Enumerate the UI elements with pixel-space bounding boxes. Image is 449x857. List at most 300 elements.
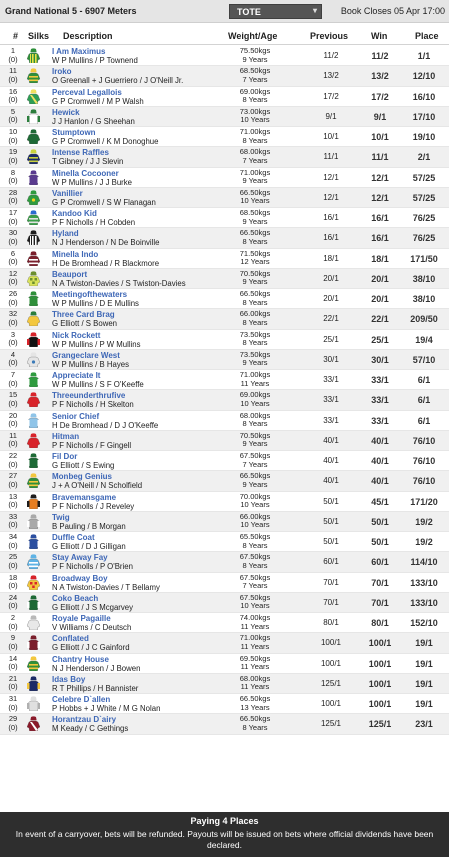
- runner-row[interactable]: [0, 168, 449, 188]
- runner-number: [4, 614, 22, 631]
- runner-number: [4, 553, 22, 570]
- age: 9 Years: [242, 176, 268, 185]
- runner-num: 31: [8, 694, 18, 703]
- runner-number: [4, 351, 22, 368]
- place-odds[interactable]: 19/1: [415, 678, 433, 689]
- win-odds[interactable]: 50/1: [371, 516, 389, 527]
- runner-row[interactable]: [0, 350, 449, 370]
- place-odds[interactable]: 19/1: [415, 638, 433, 649]
- weight: 66.00kgs: [239, 309, 271, 319]
- win-odds[interactable]: 100/1: [368, 678, 392, 689]
- table-header: [0, 28, 449, 45]
- runner-number: [4, 67, 22, 84]
- runner-draw: (0): [8, 641, 18, 651]
- horse-name[interactable]: Vanillier: [52, 188, 83, 198]
- weight-age: [226, 715, 284, 732]
- runner-num: 9: [10, 633, 16, 643]
- trainer-jockey: W P Mullins / D E Mullins: [52, 299, 139, 308]
- win-odds[interactable]: 60/1: [371, 557, 389, 568]
- runner-number: [4, 209, 22, 226]
- runner-num: 8: [10, 167, 16, 177]
- horse-name[interactable]: Chantry House: [52, 654, 109, 664]
- runner-num: 1: [10, 46, 16, 55]
- age: 9 Years: [242, 479, 268, 489]
- age: 9 Years: [242, 216, 268, 226]
- horse-name[interactable]: I Am Maximus: [52, 47, 106, 56]
- runner-row[interactable]: [0, 694, 449, 714]
- runner-row[interactable]: [0, 552, 449, 572]
- weight: 69.00kgs: [239, 86, 271, 96]
- runner-num: 7: [10, 370, 16, 379]
- horse-name[interactable]: Broadway Boy: [52, 573, 108, 583]
- horse-name[interactable]: Idas Boy: [52, 674, 86, 684]
- weight: 75.50kgs: [239, 46, 271, 55]
- horse-name[interactable]: Minella Cocooner: [52, 168, 119, 178]
- trainer-jockey: G Elliott / J S Mcgarvey: [52, 602, 134, 612]
- horse-name[interactable]: Horantzau D`airy: [52, 715, 117, 725]
- runner-num: 19: [8, 147, 18, 157]
- weight: 65.50kgs: [239, 532, 271, 541]
- horse-name[interactable]: Meetingofthewaters: [52, 290, 128, 299]
- jockey-silk-icon: [27, 190, 40, 205]
- runner-draw: (0): [8, 277, 18, 287]
- age: 8 Years: [242, 560, 268, 570]
- runner-row[interactable]: [0, 613, 449, 633]
- runner-row[interactable]: [0, 208, 449, 228]
- place-odds[interactable]: 16/10: [412, 91, 436, 102]
- previous-odds: 33/1: [323, 395, 339, 405]
- place-odds[interactable]: 76/10: [412, 476, 436, 487]
- runner-num: 25: [8, 552, 18, 562]
- previous-odds: 50/1: [323, 496, 339, 506]
- runner-row[interactable]: [0, 188, 449, 208]
- previous-odds: 25/1: [323, 334, 339, 344]
- place-odds[interactable]: 38/10: [412, 294, 436, 304]
- runner-number: [4, 290, 22, 307]
- trainer-jockey: G P Cromwell / K M Donoghue: [52, 137, 159, 146]
- runner-row[interactable]: [0, 593, 449, 613]
- runner-draw: (0): [8, 702, 18, 712]
- horse-name[interactable]: Hyland: [52, 229, 79, 239]
- place-odds[interactable]: 171/20: [410, 496, 438, 507]
- previous-odds: 40/1: [323, 435, 339, 445]
- win-odds[interactable]: 33/1: [371, 395, 389, 406]
- weight-age: [226, 432, 284, 449]
- weight-age: [226, 351, 284, 368]
- weight-age: [226, 614, 284, 631]
- horse-name[interactable]: Appreciate It: [52, 371, 101, 380]
- win-odds[interactable]: 12/1: [371, 172, 389, 183]
- runner-draw: (0): [8, 520, 18, 530]
- win-odds[interactable]: 30/1: [371, 354, 389, 365]
- runner-draw: (0): [8, 176, 18, 185]
- horse-name[interactable]: Threeunderthrufive: [52, 391, 126, 401]
- place-odds[interactable]: 19/2: [415, 516, 433, 527]
- runner-row[interactable]: [0, 411, 449, 431]
- place-odds[interactable]: 19/10: [412, 132, 436, 142]
- runner-draw: (0): [8, 358, 18, 368]
- age: 10 Years: [240, 196, 270, 206]
- trainer-jockey: G Elliott / J C Gainford: [52, 643, 130, 653]
- horse-name[interactable]: Three Card Brag: [52, 310, 115, 320]
- place-odds[interactable]: 76/25: [412, 233, 436, 244]
- place-odds[interactable]: 76/10: [412, 435, 436, 446]
- runner-row[interactable]: [0, 330, 449, 350]
- place-odds[interactable]: 19/1: [415, 699, 433, 709]
- jockey-silk-icon: [27, 89, 40, 104]
- runner-row[interactable]: [0, 451, 449, 471]
- place-odds[interactable]: 1/1: [417, 51, 431, 61]
- trainer-jockey: V Williams / C Deutsch: [52, 623, 132, 632]
- place-odds[interactable]: 209/50: [410, 314, 438, 325]
- horse-name[interactable]: Stumptown: [52, 128, 96, 137]
- weight: 67.50kgs: [239, 552, 271, 562]
- runner-draw: (0): [8, 317, 18, 327]
- place-odds[interactable]: 12/10: [412, 71, 436, 82]
- place-odds[interactable]: 133/10: [410, 577, 438, 588]
- previous-odds: 70/1: [323, 597, 339, 607]
- win-odds[interactable]: 11/1: [371, 152, 389, 163]
- runner-num: 2: [10, 613, 16, 622]
- weight: 66.00kgs: [239, 511, 271, 521]
- jockey-silk-icon: [27, 473, 40, 488]
- place-odds[interactable]: 19/4: [415, 334, 433, 345]
- runner-row[interactable]: [0, 633, 449, 653]
- weight: 66.50kgs: [239, 471, 271, 481]
- runner-row[interactable]: [0, 654, 449, 674]
- win-odds[interactable]: 80/1: [371, 618, 389, 628]
- bet-type-value: TOTE: [237, 7, 261, 17]
- win-odds[interactable]: 45/1: [371, 496, 389, 507]
- previous-odds: 70/1: [323, 577, 339, 587]
- weight: 71.00kgs: [239, 370, 271, 379]
- win-odds[interactable]: 12/1: [371, 192, 389, 203]
- age: 8 Years: [242, 338, 268, 347]
- place-odds[interactable]: 114/10: [410, 557, 438, 568]
- jockey-silk-icon: [27, 332, 40, 347]
- runner-num: 21: [8, 673, 18, 683]
- runner-number: [4, 533, 22, 550]
- trainer-jockey: G P Cromwell / S W Flanagan: [52, 197, 156, 207]
- previous-odds: 16/1: [323, 213, 339, 222]
- place-odds[interactable]: 17/10: [412, 111, 436, 122]
- win-odds[interactable]: 20/1: [371, 294, 389, 304]
- jockey-silk-icon: [27, 129, 40, 144]
- runner-num: 6: [10, 248, 16, 258]
- runner-number: [4, 310, 22, 327]
- weight-age: [226, 493, 284, 510]
- age: 8 Years: [242, 135, 268, 145]
- runner-draw: (0): [8, 257, 18, 266]
- horse-name[interactable]: Grangeclare West: [52, 350, 120, 360]
- runner-row[interactable]: [0, 714, 449, 734]
- runner-row[interactable]: [0, 107, 449, 127]
- runner-num: 22: [8, 451, 18, 460]
- trainer-jockey: P F Nicholls / F Gingell: [52, 440, 132, 450]
- age: 8 Years: [242, 317, 268, 327]
- runner-draw: (0): [8, 581, 18, 590]
- runner-number: [4, 432, 22, 449]
- trainer-jockey: G P Cromwell / M P Walsh: [52, 96, 144, 106]
- age: 8 Years: [242, 540, 268, 550]
- runner-num: 33: [8, 511, 18, 521]
- horse-name[interactable]: Beauport: [52, 269, 88, 279]
- horse-name[interactable]: Stay Away Fay: [52, 553, 108, 563]
- runner-draw: (0): [8, 378, 18, 388]
- win-odds[interactable]: 40/1: [371, 476, 389, 487]
- runner-row[interactable]: [0, 127, 449, 147]
- horse-name[interactable]: Royale Pagaille: [52, 614, 111, 623]
- horse-name[interactable]: Fil Dor: [52, 452, 78, 461]
- age: 8 Years: [242, 722, 268, 732]
- runner-row[interactable]: [0, 228, 449, 248]
- runner-number: [4, 715, 22, 732]
- weight: 73.50kgs: [239, 329, 271, 339]
- runner-row[interactable]: [0, 370, 449, 390]
- horse-name[interactable]: Senior Chief: [52, 411, 100, 421]
- previous-odds: 17/2: [323, 91, 339, 101]
- previous-odds: 10/1: [323, 132, 339, 141]
- horse-name[interactable]: Conflated: [52, 634, 89, 644]
- jockey-silk-icon: [27, 48, 40, 63]
- runner-row[interactable]: [0, 249, 449, 269]
- race-title: Grand National 5 - 6907 Meters: [5, 6, 137, 16]
- horse-name[interactable]: Bravemansgame: [52, 492, 117, 502]
- jockey-silk-icon: [27, 251, 40, 266]
- previous-odds: 18/1: [323, 253, 339, 263]
- runner-number: [4, 189, 22, 206]
- weight: 71.00kgs: [239, 127, 271, 136]
- place-odds[interactable]: 76/25: [412, 213, 436, 223]
- win-odds[interactable]: 16/1: [371, 213, 389, 223]
- race-header-bar: [0, 0, 449, 23]
- runner-row[interactable]: [0, 471, 449, 491]
- trainer-jockey: M Keady / C Gethings: [52, 724, 129, 734]
- trainer-jockey: W P Mullins / B Hayes: [52, 359, 129, 369]
- weight: 70.50kgs: [239, 268, 271, 278]
- weight: 68.00kgs: [239, 147, 271, 157]
- previous-odds: 40/1: [323, 476, 339, 486]
- previous-odds: 20/1: [323, 273, 339, 283]
- win-odds[interactable]: 25/1: [371, 334, 389, 345]
- weight-age: [226, 88, 284, 105]
- runner-number: [4, 169, 22, 186]
- win-odds[interactable]: 40/1: [371, 435, 389, 446]
- previous-odds: 80/1: [323, 618, 339, 627]
- win-odds[interactable]: 22/1: [371, 314, 389, 325]
- place-odds[interactable]: 57/25: [412, 172, 436, 183]
- runner-draw: (0): [8, 236, 18, 246]
- place-odds[interactable]: 6/1: [417, 375, 431, 385]
- age: 8 Years: [242, 95, 268, 104]
- trainer-jockey: W P Mullins / J J Burke: [52, 177, 133, 187]
- horse-name[interactable]: Iroko: [52, 67, 72, 77]
- place-odds[interactable]: 19/1: [415, 658, 433, 669]
- horse-name[interactable]: Minella Indo: [52, 249, 99, 259]
- trainer-jockey: R T Phillips / H Bannister: [52, 683, 139, 693]
- win-odds[interactable]: 11/2: [371, 51, 389, 61]
- win-odds[interactable]: 17/2: [371, 91, 389, 102]
- weight: 73.50kgs: [239, 349, 271, 359]
- age: 11 Years: [240, 662, 270, 671]
- trainer-jockey: P F Nicholls / H Skelton: [52, 400, 134, 410]
- runner-row[interactable]: [0, 87, 449, 107]
- runner-row[interactable]: [0, 66, 449, 86]
- trainer-jockey: G Elliott / D J Gilligan: [52, 542, 126, 551]
- runner-row[interactable]: [0, 46, 449, 66]
- place-odds[interactable]: 6/1: [417, 395, 431, 406]
- age: 7 Years: [242, 459, 268, 469]
- place-odds[interactable]: 76/10: [412, 456, 436, 466]
- runner-number: [4, 148, 22, 165]
- place-odds[interactable]: 171/50: [410, 253, 438, 264]
- age: 9 Years: [242, 54, 268, 64]
- place-odds[interactable]: 2/1: [417, 152, 431, 163]
- horse-name[interactable]: Duffle Coat: [52, 533, 95, 542]
- weight-age: [226, 594, 284, 611]
- jockey-silk-icon: [27, 433, 40, 448]
- win-odds[interactable]: 70/1: [371, 597, 389, 608]
- runner-number: [4, 472, 22, 489]
- runner-num: 3: [10, 329, 16, 339]
- runner-draw: (0): [8, 621, 18, 631]
- runner-row[interactable]: [0, 390, 449, 410]
- horse-name[interactable]: Coko Beach: [52, 593, 99, 603]
- weight-age: [226, 452, 284, 469]
- jockey-silk-icon: [27, 271, 40, 286]
- book-closes-text: Book Closes 05 Apr 17:00: [340, 6, 445, 16]
- runner-row[interactable]: [0, 309, 449, 329]
- place-odds[interactable]: 6/1: [417, 415, 431, 426]
- weight: 71.50kgs: [239, 248, 271, 258]
- weight-age: [226, 148, 284, 165]
- age: 8 Years: [242, 236, 268, 246]
- weight: 71.00kgs: [239, 167, 271, 177]
- win-odds[interactable]: 10/1: [371, 132, 389, 142]
- age: 11 Years: [240, 682, 270, 692]
- win-odds[interactable]: 20/1: [371, 273, 389, 284]
- win-odds[interactable]: 100/1: [368, 699, 392, 709]
- place-odds[interactable]: 57/25: [412, 192, 436, 203]
- win-odds[interactable]: 16/1: [371, 233, 389, 244]
- runner-number: [4, 371, 22, 388]
- trainer-jockey: J + A O'Neill / N Scholfield: [52, 481, 143, 491]
- horse-name[interactable]: Perceval Legallois: [52, 87, 122, 97]
- age: 7 Years: [242, 581, 268, 590]
- age: 13 Years: [240, 702, 270, 712]
- runner-row[interactable]: [0, 674, 449, 694]
- win-odds[interactable]: 70/1: [371, 577, 389, 588]
- runner-number: [4, 270, 22, 287]
- runner-row[interactable]: [0, 512, 449, 532]
- horse-name[interactable]: Hitman: [52, 431, 80, 441]
- runner-number: [4, 331, 22, 348]
- paying-footer: [0, 812, 449, 857]
- jockey-silk-icon: [27, 514, 40, 529]
- age: 12 Years: [240, 257, 270, 266]
- horse-name[interactable]: Hewick: [52, 107, 80, 117]
- dropdown-arrow-icon: ▾: [312, 6, 317, 15]
- runner-num: 32: [8, 309, 18, 319]
- win-odds[interactable]: 13/2: [371, 71, 389, 82]
- weight-age: [226, 67, 284, 84]
- place-odds[interactable]: 19/2: [415, 537, 433, 547]
- jockey-silk-icon: [27, 109, 40, 124]
- horse-name[interactable]: Twig: [52, 512, 70, 522]
- runner-draw: (0): [8, 439, 18, 449]
- weight-age: [226, 331, 284, 348]
- win-odds[interactable]: 33/1: [371, 415, 389, 426]
- weight: 66.50kgs: [239, 714, 271, 724]
- weight-age: [226, 108, 284, 125]
- place-odds[interactable]: 38/10: [412, 273, 436, 284]
- horse-name[interactable]: Intense Raffles: [52, 148, 109, 158]
- horse-name[interactable]: Nick Rockett: [52, 330, 101, 340]
- runner-row[interactable]: [0, 492, 449, 512]
- previous-odds: 100/1: [320, 658, 342, 668]
- horse-name[interactable]: Celebre D`allen: [52, 695, 111, 704]
- place-odds[interactable]: 23/1: [415, 719, 433, 730]
- win-odds[interactable]: 18/1: [371, 253, 389, 264]
- win-odds[interactable]: 40/1: [371, 456, 389, 466]
- runner-num: 24: [8, 592, 18, 602]
- age: 10 Years: [240, 520, 270, 530]
- weight: 69.50kgs: [239, 653, 271, 663]
- previous-odds: 9/1: [325, 111, 337, 121]
- weight: 69.00kgs: [239, 390, 271, 400]
- win-odds[interactable]: 9/1: [373, 111, 387, 122]
- runner-draw: (0): [8, 398, 18, 408]
- jockey-silk-icon: [27, 210, 40, 225]
- runner-row[interactable]: [0, 269, 449, 289]
- age: 10 Years: [240, 500, 270, 509]
- previous-odds: 125/1: [320, 719, 342, 729]
- previous-odds: 100/1: [320, 699, 342, 708]
- runner-row[interactable]: [0, 573, 449, 593]
- runner-row[interactable]: [0, 431, 449, 451]
- win-odds[interactable]: 33/1: [371, 375, 389, 385]
- previous-odds: 33/1: [323, 375, 339, 384]
- place-odds[interactable]: 57/10: [412, 354, 436, 365]
- trainer-jockey: P F Nicholls / J Reveley: [52, 501, 135, 511]
- horse-name[interactable]: Monbeg Genius: [52, 472, 112, 482]
- previous-odds: 16/1: [323, 233, 339, 243]
- runner-row[interactable]: [0, 532, 449, 552]
- refund-note: In event of a carryover, bets will be refunded. Payouts will be issued on bets where official dividends have been declared.: [15, 829, 434, 850]
- place-odds[interactable]: 133/10: [410, 597, 438, 608]
- runner-draw: (0): [8, 560, 18, 570]
- runner-row[interactable]: [0, 147, 449, 167]
- age: 8 Years: [242, 419, 268, 428]
- runner-number: [4, 250, 22, 267]
- previous-odds: 20/1: [323, 294, 339, 303]
- win-odds[interactable]: 50/1: [371, 537, 389, 547]
- trainer-jockey: P F Nicholls / P O'Brien: [52, 562, 133, 572]
- place-odds[interactable]: 152/10: [410, 618, 438, 628]
- weight-age: [226, 391, 284, 408]
- weight-age: [226, 695, 284, 712]
- bet-type-select[interactable]: [229, 4, 322, 19]
- weight-age: [226, 553, 284, 570]
- runner-draw: (0): [8, 297, 18, 307]
- win-odds[interactable]: 100/1: [368, 638, 392, 649]
- runner-row[interactable]: [0, 289, 449, 309]
- horse-name[interactable]: Kandoo Kid: [52, 209, 97, 218]
- weight: 70.00kgs: [239, 491, 271, 501]
- age: 9 Years: [242, 439, 268, 449]
- win-odds[interactable]: 100/1: [368, 658, 392, 669]
- win-odds[interactable]: 125/1: [368, 719, 392, 730]
